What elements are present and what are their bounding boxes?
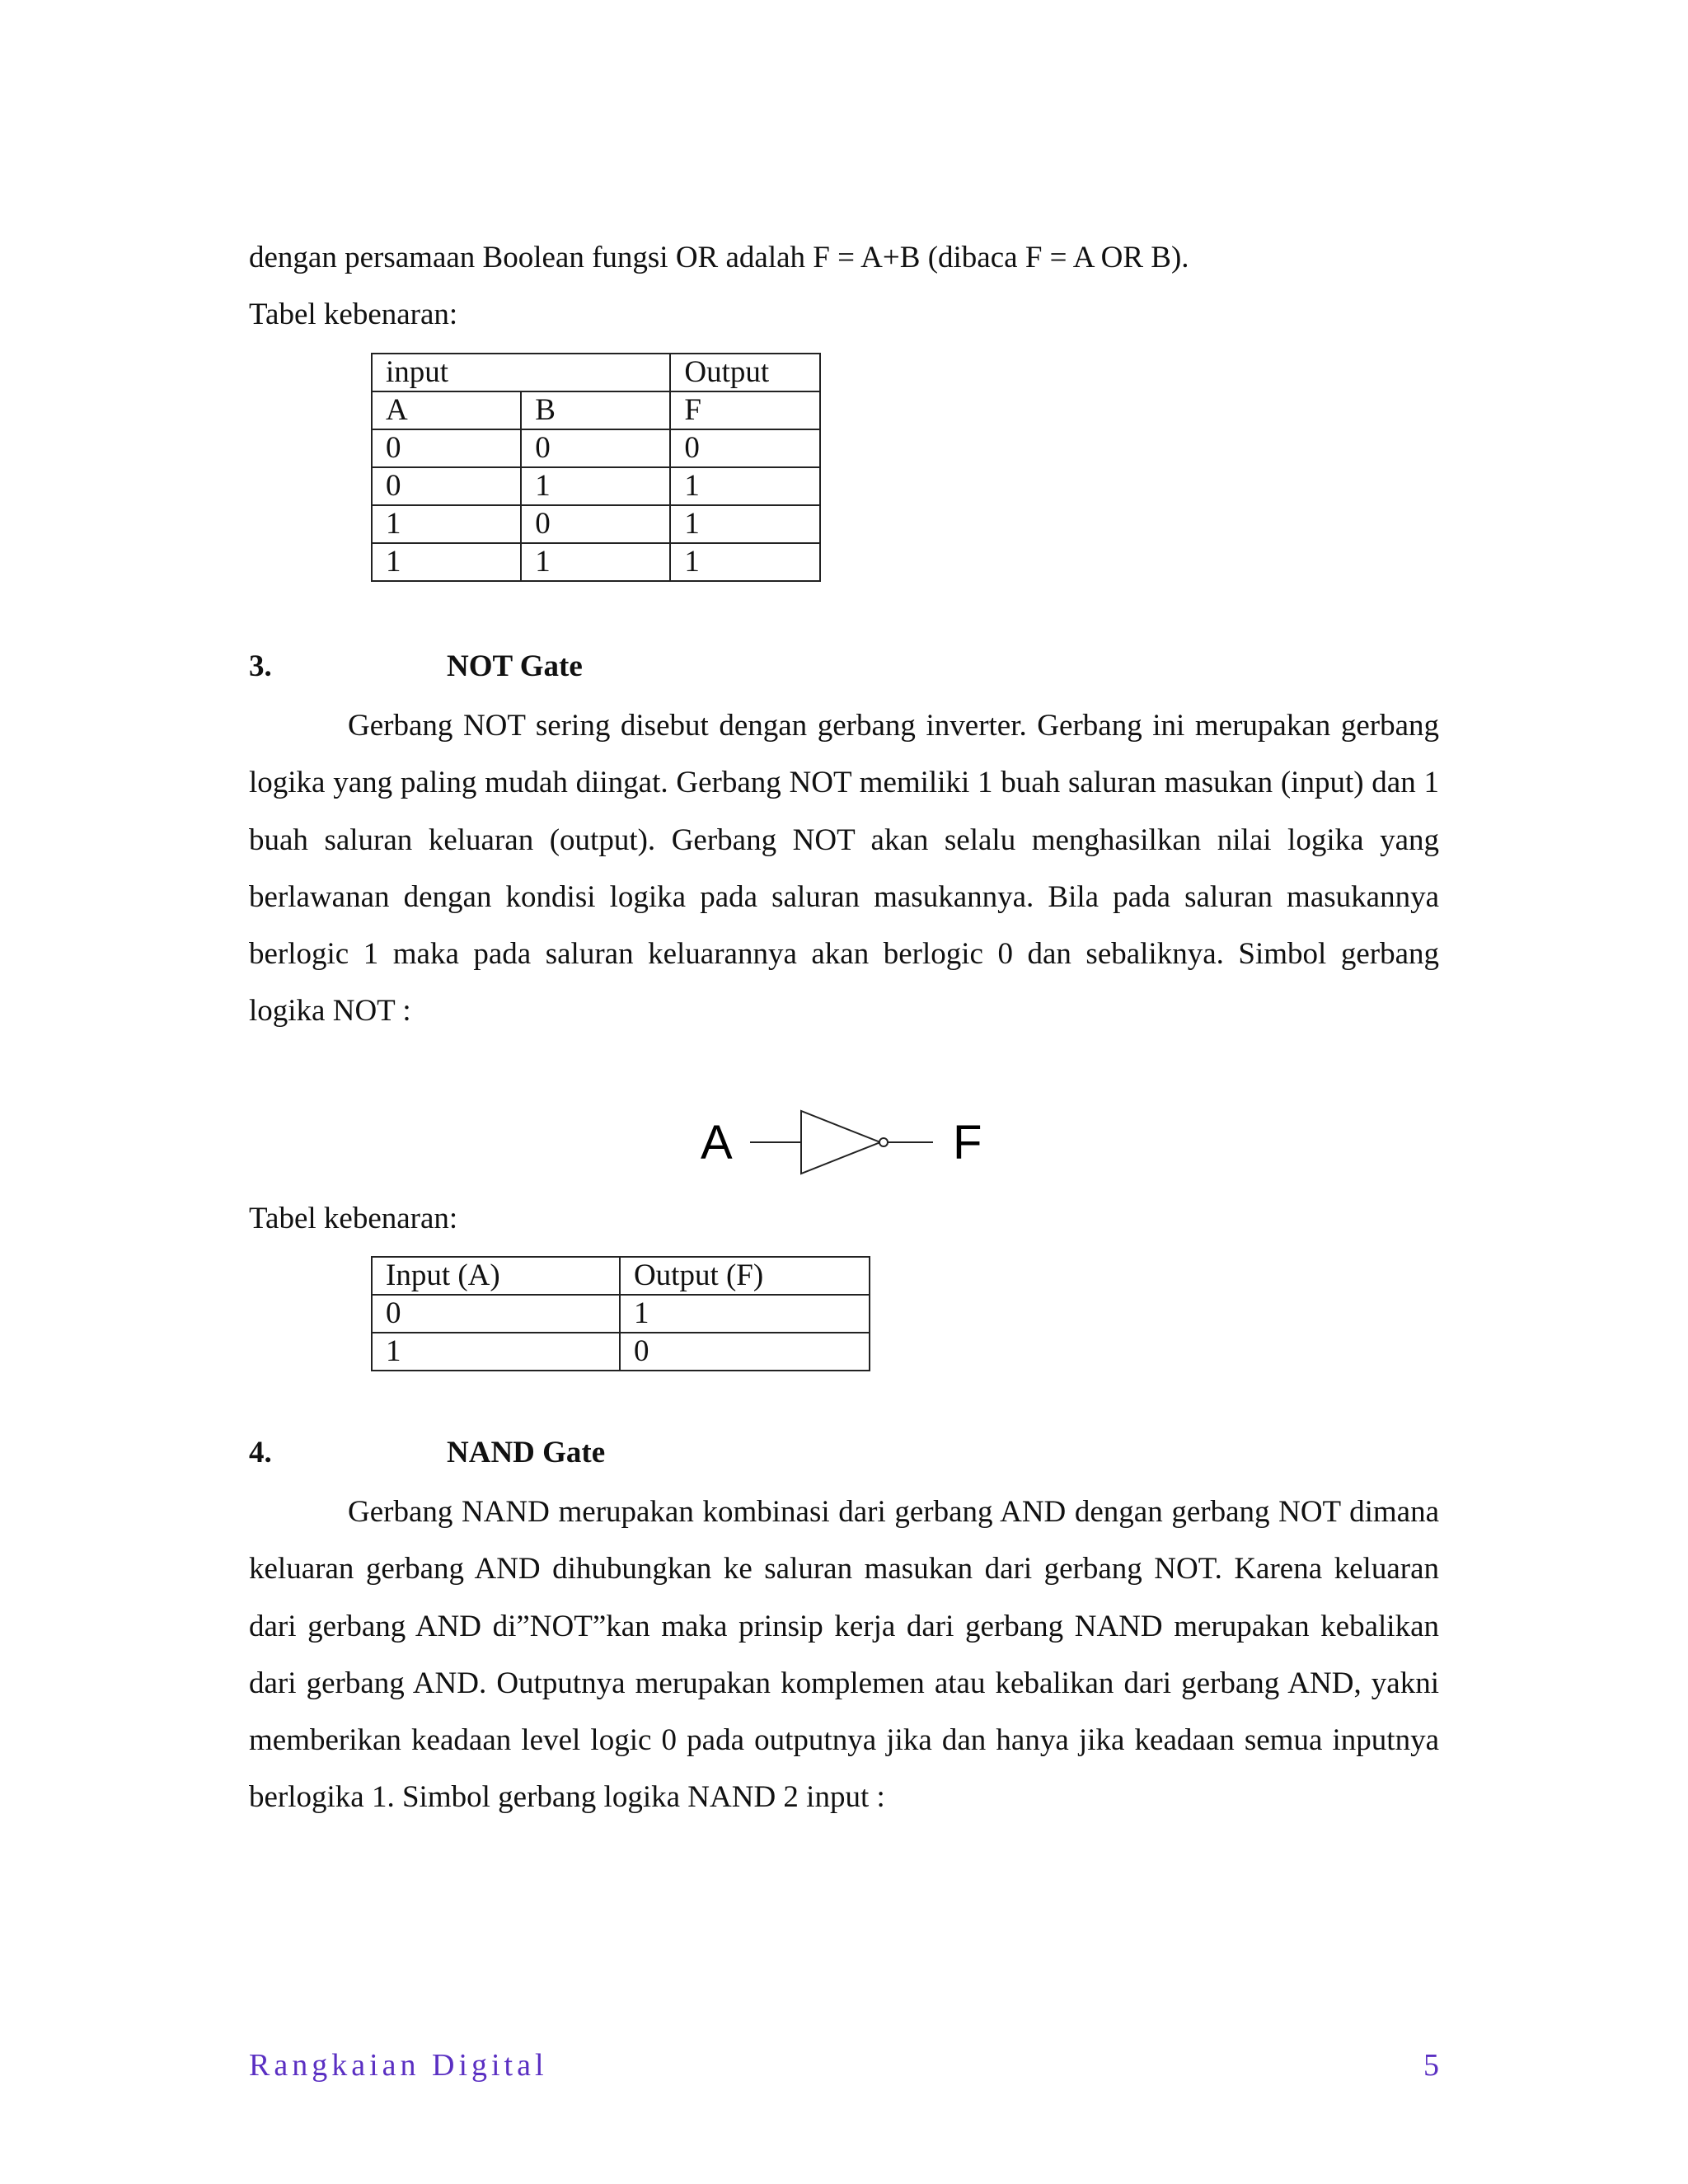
table-cell: input	[372, 354, 670, 391]
table-cell: Input (A)	[372, 1257, 620, 1295]
table-cell: B	[521, 391, 670, 429]
footer-title: Rangkaian Digital	[249, 2048, 548, 2083]
table-cell: 1	[521, 467, 670, 505]
table-cell: 0	[372, 429, 521, 467]
nand-section-title: NAND Gate	[447, 1436, 606, 1469]
not-table-caption: Tabel kebenaran:	[249, 1202, 458, 1235]
table-row	[372, 429, 820, 467]
table-row	[372, 1333, 870, 1371]
table-cell: 1	[620, 1295, 870, 1333]
table-cell: F	[670, 391, 820, 429]
table-row	[372, 1257, 870, 1295]
or-table-caption: Tabel kebenaran:	[249, 298, 458, 331]
not-gate-input-label: A	[701, 1116, 733, 1169]
table-cell: 1	[670, 543, 820, 581]
table-cell: 0	[372, 467, 521, 505]
table-row	[372, 543, 820, 581]
table-cell: Output (F)	[620, 1257, 870, 1295]
table-row	[372, 354, 820, 391]
page-number: 5	[1423, 2048, 1439, 2083]
table-cell: Output	[670, 354, 820, 391]
table-cell: 1	[670, 467, 820, 505]
not-section-number: 3.	[249, 649, 272, 683]
nand-paragraph-text: Gerbang NAND merupakan kombinasi dari gerbang AND dengan gerbang NOT dimana keluaran gerbang AND dihubungkan ke saluran masukan dari gerbang NOT. Karena keluaran dari gerbang AND di”NOT”kan maka prinsip kerja dari gerbang NAND merupakan kebalikan dari gerbang AND. Outputnya merupakan komplemen atau kebalikan dari gerbang AND, yakni memberikan keadaan level logic 0 pada outputnya jika dan hanya jika keadaan semua inputnya berlogika 1. Simbol gerbang logika NAND 2 input :	[249, 1495, 1439, 1815]
table-cell: 1	[670, 505, 820, 543]
table-cell: 1	[372, 543, 521, 581]
table-cell: 0	[521, 429, 670, 467]
nand-section-number: 4.	[249, 1436, 272, 1469]
not-truth-table	[371, 1256, 870, 1371]
table-row	[372, 1295, 870, 1333]
not-paragraph	[249, 697, 1439, 1040]
table-cell: 1	[372, 505, 521, 543]
table-cell: 0	[521, 505, 670, 543]
table-row	[372, 391, 820, 429]
not-section-title: NOT Gate	[447, 649, 583, 683]
table-cell: 0	[372, 1295, 620, 1333]
table-cell: 0	[620, 1333, 870, 1371]
nand-paragraph	[249, 1483, 1439, 1826]
or-intro-line: dengan persamaan Boolean fungsi OR adalah F = A+B (dibaca F = A OR B).	[249, 241, 1189, 274]
not-gate-symbol-icon	[692, 1096, 1006, 1179]
not-gate-triangle	[801, 1111, 880, 1174]
table-cell: 0	[670, 429, 820, 467]
not-paragraph-text: Gerbang NOT sering disebut dengan gerbang inverter. Gerbang ini merupakan gerbang logika yang paling mudah diingat. Gerbang NOT memiliki 1 buah saluran masukan (input) dan 1 buah saluran keluaran (output). Gerbang NOT akan selalu menghasilkan nilai logika yang berlawanan dengan kondisi logika pada saluran masukannya. Bila pada saluran masukannya berlogic 1 maka pada saluran keluarannya akan berlogic 0 dan sebaliknya. Simbol gerbang logika NOT :	[249, 709, 1439, 1029]
not-gate-bubble	[879, 1138, 888, 1146]
table-cell: 1	[372, 1333, 620, 1371]
not-gate-output-label: F	[953, 1116, 982, 1169]
table-row	[372, 467, 820, 505]
table-cell: A	[372, 391, 521, 429]
table-row	[372, 505, 820, 543]
or-truth-table	[371, 353, 821, 582]
table-cell: 1	[521, 543, 670, 581]
